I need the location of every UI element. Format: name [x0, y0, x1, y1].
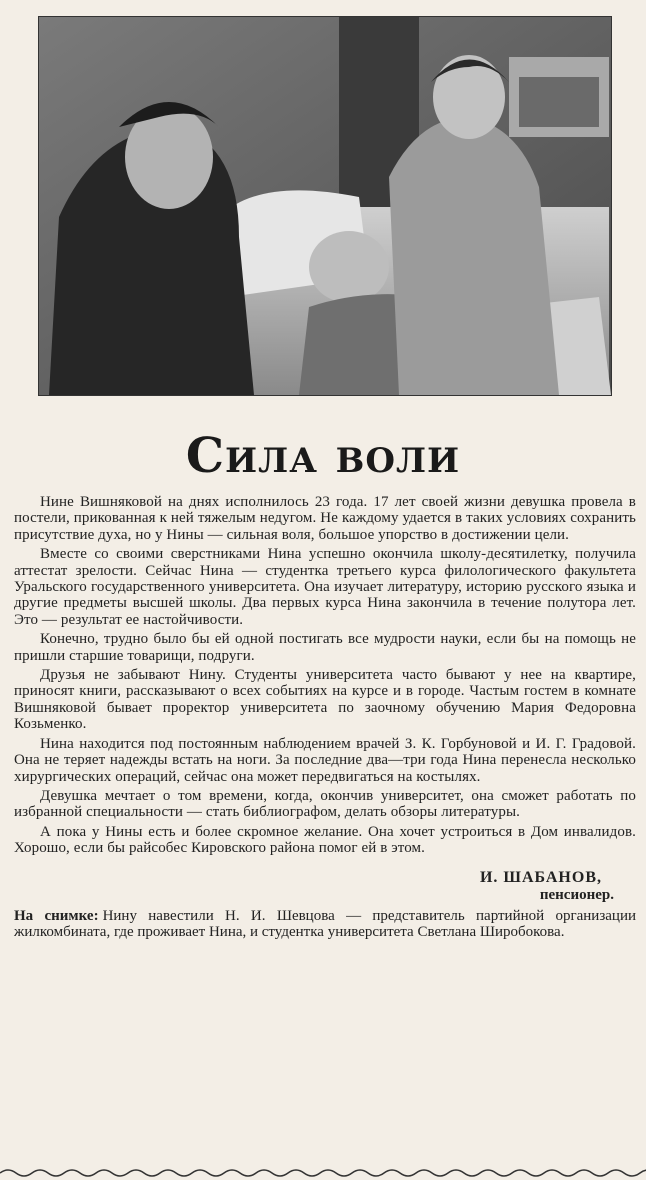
article-body — [14, 494, 636, 940]
author-name: И. ШАБАНОВ, — [479, 868, 602, 886]
photo-illustration — [39, 17, 611, 395]
article-paragraph-6: Девушка мечтает о том времени, когда, окончив университет, она сможет работать по избранной специальности — стать библиографом, делать обзоры литературы. — [14, 787, 636, 821]
article-title: Сила воли — [185, 428, 461, 484]
article-paragraph-1: Нине Вишняковой на днях исполнилось 23 года. 17 лет своей жизни девушка провела в постели, прикованная к ней тяжелым недугом. Не каждому удается в таких условиях сохранить присутствие духа, но у Нины — сильная воля, большое упорство в достижении цели. — [14, 494, 636, 543]
article-paragraph-5: Нина находится под постоянным наблюдением врачей З. К. Горбуновой и И. Г. Градовой. Она не теряет надежды встать на ноги. За последние два—три года Нина перенесла несколько хирургических операций, сейчас она может передвигаться на костылях. — [14, 735, 636, 785]
article-paragraph-7: А пока у Нины есть и более скромное желание. Она хочет устроиться в Дом инвалидов. Хорошо, если бы райсобес Кировского района помог ей в этом. — [14, 823, 636, 857]
photo-caption — [14, 908, 636, 941]
article-photo — [38, 16, 612, 396]
caption-label: На снимке: — [14, 907, 99, 924]
caption-text: Нину навестили Н. И. Шевцова — представитель партийной организации жилкомбината, где проживает Нина, и студентка университета Светлана Широбокова. — [14, 907, 636, 940]
wavy-border — [0, 1166, 646, 1180]
article-paragraph-3: Конечно, трудно было бы ей одной постигать все мудрости науки, если бы на помощь не пришли старшие товарищи, подруги. — [14, 631, 636, 664]
article-paragraph-4: Друзья не забывают Нину. Студенты университета часто бывают у нее на квартире, приносят книги, рассказывают о всех событиях на курсе и в городе. Частым гостем в комнате Вишняковой бывает проректор университета по заочному обучению Мария Федоровна Козьменко. — [14, 667, 636, 733]
author-title: пенсионер. — [539, 886, 614, 903]
article-paragraph-2: Вместе со своими сверстниками Нина успешно окончила школу-десятилетку, получила аттестат зрелости. Сейчас Нина — студентка третьего курса филологического факультета Уральского государственного университета. Она изучает литературу, историю русского языка и другие предметы высшей школы. Два первых курса Нина закончила в течение полутора лет. Это — результат ее настойчивости. — [14, 546, 636, 628]
